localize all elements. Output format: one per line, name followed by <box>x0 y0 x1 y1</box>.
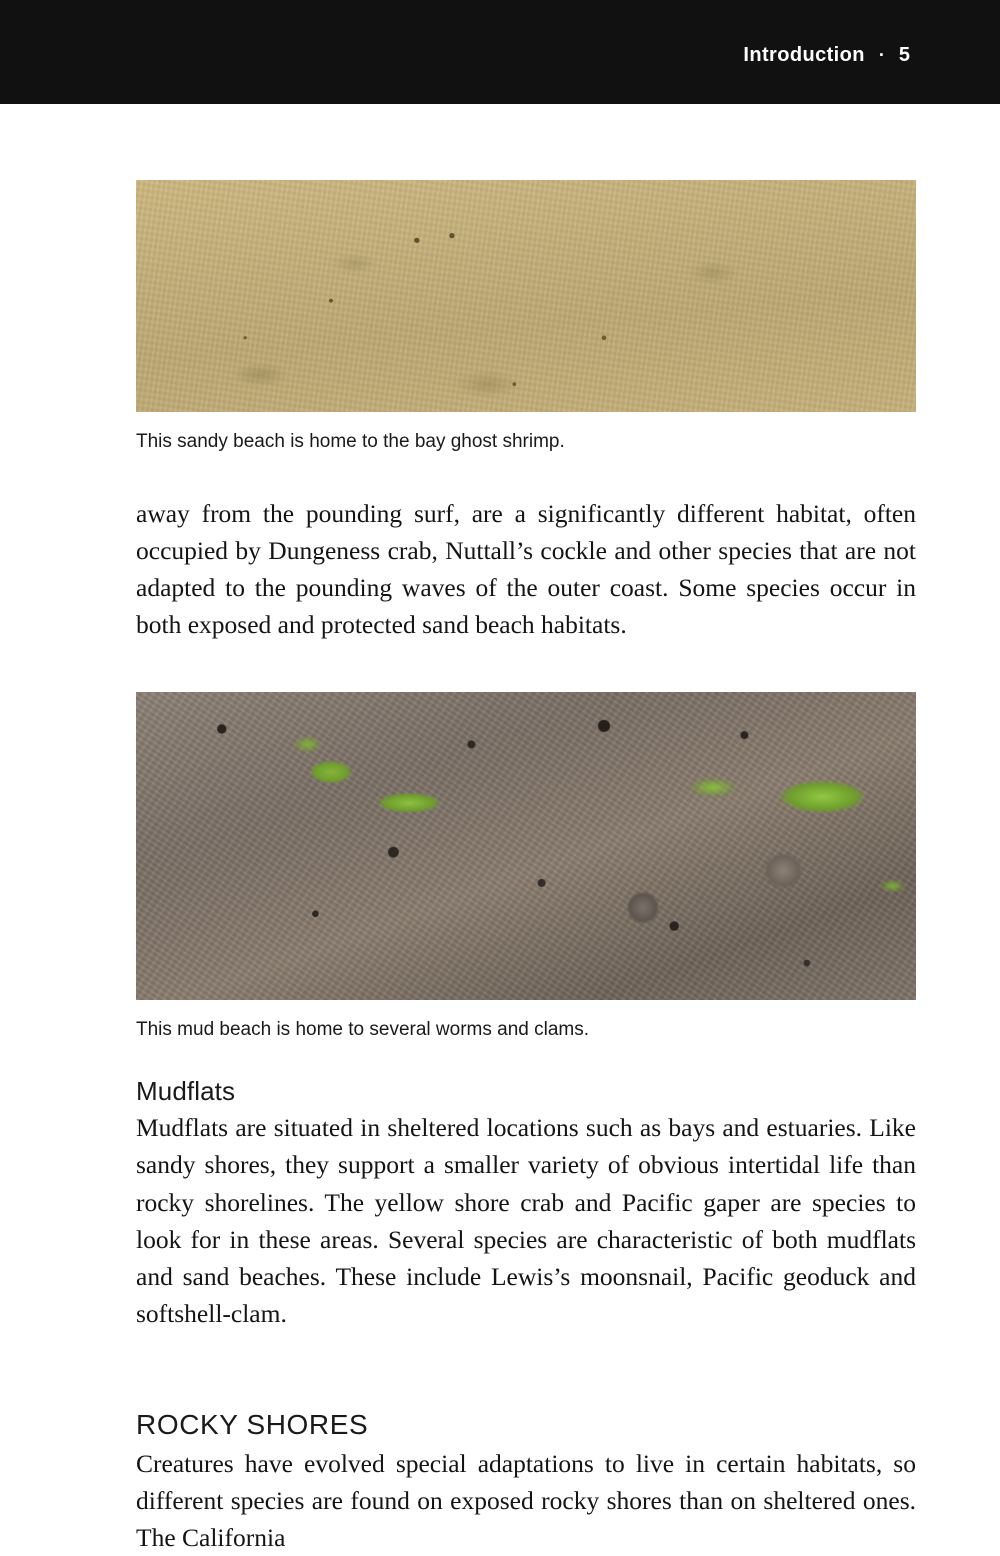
page-header-bar <box>0 0 1000 104</box>
page-number: 5 <box>898 44 910 66</box>
header-running-head <box>743 44 910 67</box>
paragraph-rocky-shores: Creatures have evolved special adaptations to live in certain habitats, so different species are found on exposed rocky shores than on sheltered ones. The California <box>136 1448 916 1552</box>
header-section-title: Introduction <box>743 44 865 66</box>
page-body <box>0 104 1000 1552</box>
paragraph-continuation: away from the pounding surf, are a significantly different habitat, often occupied by Dungeness crab, Nuttall’s cockle and other species that are not adapted to the pounding waves of the outer coast. Some species occur in both exposed and protected sand beach habitats. <box>136 498 916 640</box>
figure-sandy-beach <box>136 180 916 455</box>
heading-rocky-shores: ROCKY SHORES <box>136 1408 369 1440</box>
sandy-beach-photo <box>136 180 916 412</box>
content-column <box>136 104 916 1556</box>
figure-mud-beach <box>136 692 916 1043</box>
paragraph-mudflats: Mudflats are situated in sheltered locations such as bays and estuaries. Like sandy shores, they support a smaller variety of obvious intertidal life than rocky shorelines. The yellow shore crab and Pacific gaper are species to look for in these areas. Several species are characteristic of both mudflats and sand beaches. These include Lewis’s moonsnail, Pacific geoduck and softshell-clam. <box>136 1113 916 1329</box>
mud-beach-photo <box>136 692 916 1000</box>
header-separator-dot: · <box>878 45 885 65</box>
figure-caption-sandy-beach: This sandy beach is home to the bay ghost shrimp. <box>136 431 565 452</box>
heading-mudflats: Mudflats <box>136 1076 236 1107</box>
figure-caption-mud-beach: This mud beach is home to several worms and clams. <box>136 1018 590 1040</box>
